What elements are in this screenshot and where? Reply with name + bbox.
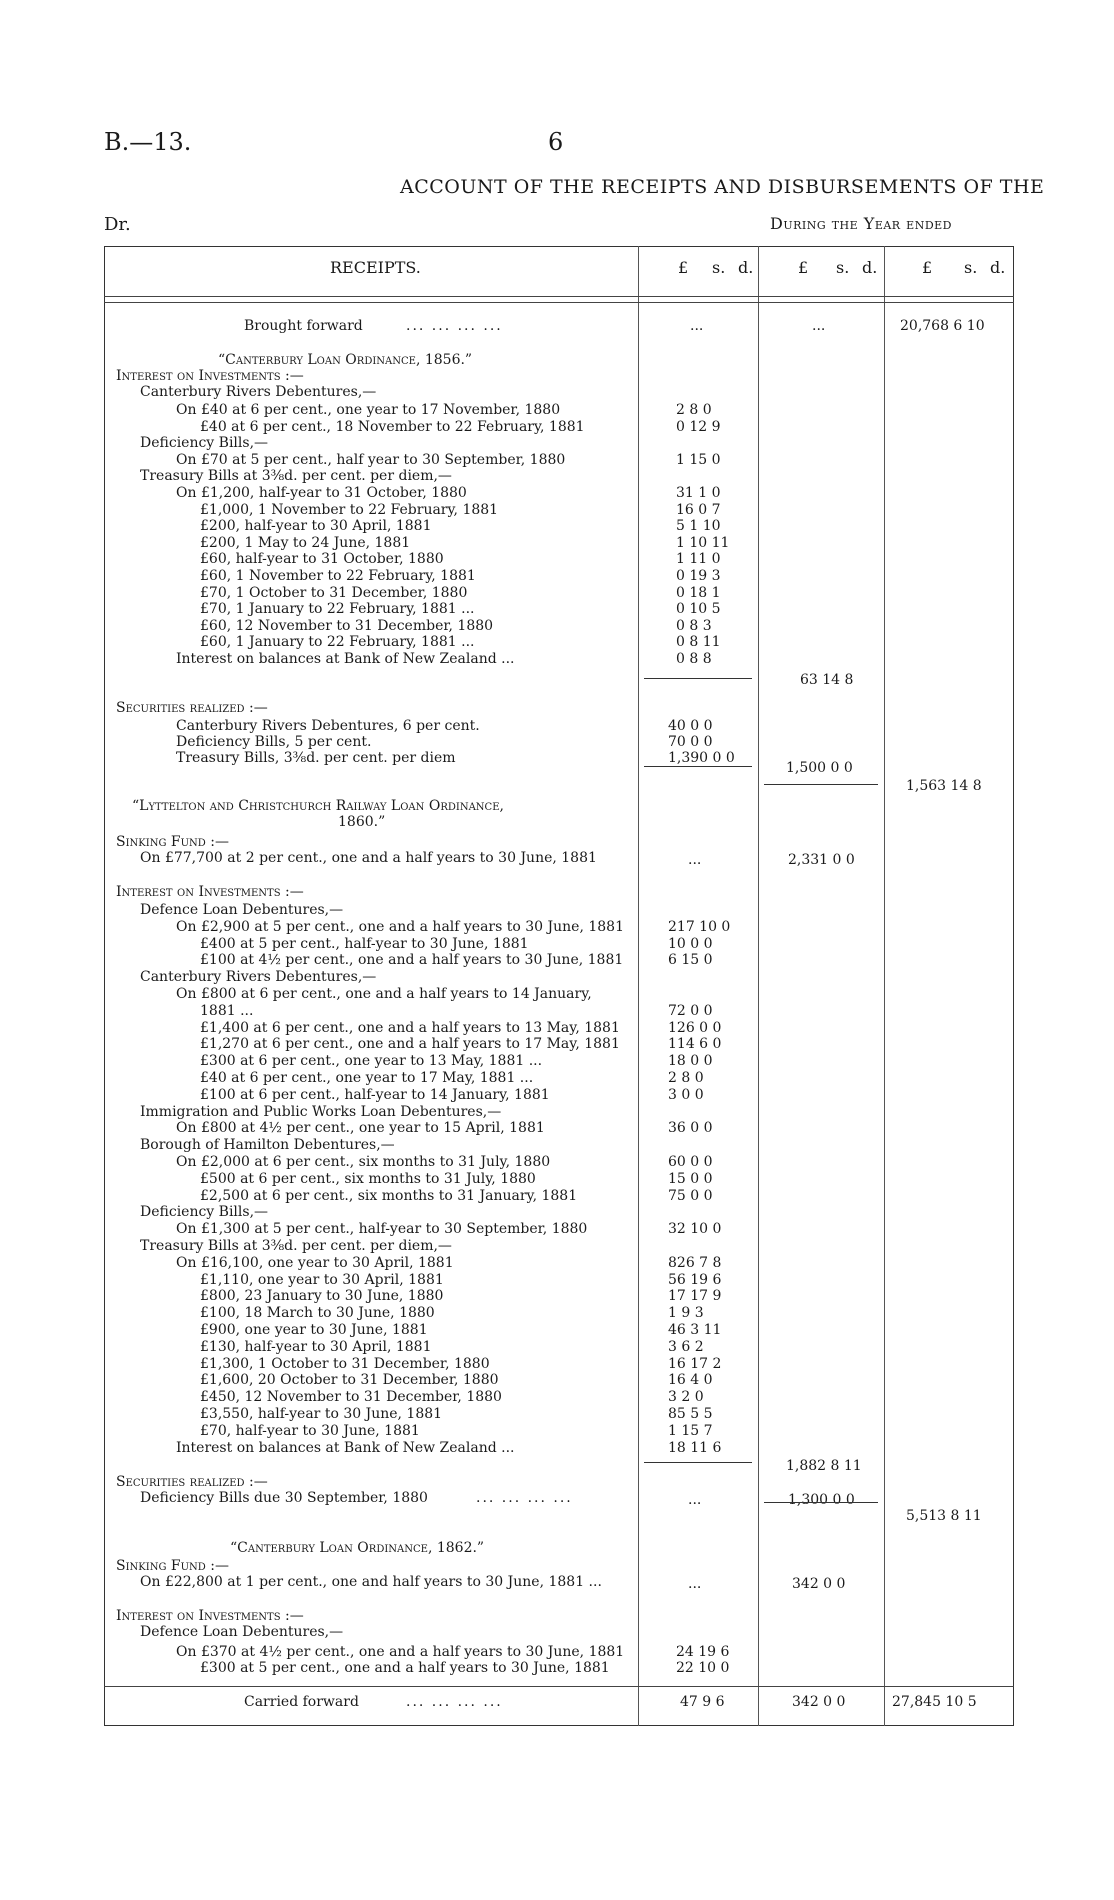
line-item-label: £3,550, half-year to 30 June, 1881 [200,1406,443,1422]
line-item-amount: 0 8 3 [676,617,712,634]
line-item-amount: 3 2 0 [668,1389,704,1406]
line-item-amount: 60 0 0 [668,1154,713,1170]
pence-header: d. [862,258,878,277]
line-item-amount: 31 1 0 [676,485,721,501]
line-item-label: On £2,900 at 5 per cent., one and a half years to 30 June, 1881 [176,918,624,935]
line-item-amount: 826 7 8 [668,1254,722,1271]
line-item-label: £100, 18 March to 30 June, 1880 [200,1305,435,1322]
line-item-label: £2,500 at 6 per cent., six months to 31 January, 1881 [200,1187,578,1204]
line-item-label: £300 at 5 per cent., one and a half years to 30 June, 1881 [200,1660,610,1676]
line-item-label: £70, half-year to 30 June, 1881 [200,1422,420,1439]
section-total: 1,563 14 8 [906,778,982,794]
line-item-label: Defence Loan Debentures,— [140,902,344,918]
line-item-label: £400 at 5 per cent., half-year to 30 June, 1881 [200,935,529,952]
line-item-label: Treasury Bills, 3⅜d. per cent. per diem [176,750,456,766]
interest-heading: Interest on Investments :— [116,884,304,900]
line-item-amount: 114 6 0 [668,1036,722,1053]
line-item-amount: 16 4 0 [668,1372,713,1389]
line-item-amount: 24 19 6 [676,1644,730,1660]
header-rule [104,296,1014,297]
line-item-label: £70, 1 January to 22 February, 1881 ... [200,601,475,618]
carried-forward-total: 27,845 10 5 [892,1694,977,1710]
account-title: ACCOUNT OF THE RECEIPTS AND DISBURSEMENTS OF THE [400,176,1045,198]
line-item-amount: 17 17 9 [668,1288,722,1305]
pound-header: £ [798,258,809,277]
line-item-label: Deficiency Bills, 5 per cent. [176,734,372,750]
line-item-amount: 75 0 0 [668,1187,713,1204]
line-item-amount: 0 8 11 [676,634,721,651]
sinking-amount: 2,331 0 0 [788,852,855,868]
line-item-label: Borough of Hamilton Debentures,— [140,1137,395,1154]
column-divider [638,246,639,1726]
carried-forward-col2: 342 0 0 [792,1694,846,1710]
line-item-label: £100 at 6 per cent., half-year to 14 January, 1881 [200,1086,550,1103]
line-item-label: £1,400 at 6 per cent., one and a half years to 13 May, 1881 [200,1019,620,1036]
subheading: Defence Loan Debentures,— [140,1624,344,1640]
subtotal-rule [644,766,752,767]
line-item-label: On £16,100, one year to 30 April, 1881 [176,1254,454,1271]
line-item-amount: 217 10 0 [668,918,731,935]
line-item-amount: 1,390 0 0 [668,750,735,766]
line-item-label: Deficiency Bills,— [140,1204,269,1221]
shilling-header: s. [964,258,978,277]
securities-row: Deficiency Bills due 30 September, 1880 [140,1490,428,1506]
line-item-amount: 46 3 11 [668,1322,722,1338]
sinking-col1: ... [688,1576,702,1592]
page-number: 6 [548,128,564,156]
line-item-label: On £70 at 5 per cent., half year to 30 September, 1880 [176,451,566,468]
sinking-fund-heading: Sinking Fund :— [116,834,229,850]
document-code: B.—13. [104,128,192,156]
section-total: 5,513 8 11 [906,1508,982,1524]
line-item-label: On £800 at 6 per cent., one and a half years to 14 January, [176,986,592,1002]
line-item-label: £1,300, 1 October to 31 December, 1880 [200,1355,490,1372]
line-item-amount: 0 8 8 [676,651,712,667]
carried-forward-col1: 47 9 6 [680,1694,725,1710]
leader-dots: ... ... ... ... [406,1694,503,1710]
line-item-amount: 1 9 3 [668,1305,704,1322]
header-rule [104,302,1014,303]
line-item-amount: 1 15 0 [676,451,721,468]
line-item-label: £60, half-year to 31 October, 1880 [200,551,444,568]
securities-col1: ... [688,1492,702,1508]
carried-forward-rule [104,1686,1014,1687]
securities-heading: Securities realized :— [116,700,268,716]
brought-forward-col2: ... [812,318,826,334]
securities-amount: 1,300 0 0 [788,1492,855,1508]
brought-forward-total: 20,768 6 10 [900,318,985,334]
line-item-amount: 18 11 6 [668,1439,722,1456]
line-item-amount: 40 0 0 [668,718,713,734]
line-item-label: Interest on balances at Bank of New Zealand ... [176,651,515,667]
pence-header: d. [738,258,754,277]
line-item-amount: 36 0 0 [668,1120,713,1137]
line-item-amount: 1 11 0 [676,551,721,568]
line-item-amount: 18 0 0 [668,1053,713,1070]
line-item-label: £1,270 at 6 per cent., one and a half years to 17 May, 1881 [200,1036,620,1053]
sinking-fund-heading: Sinking Fund :— [116,1558,229,1574]
line-item-label: Immigration and Public Works Loan Debentures,— [140,1103,502,1120]
line-item-label: Treasury Bills at 3⅜d. per cent. per diem,— [140,468,452,485]
line-item-amount: 5 1 10 [676,518,721,535]
column-divider [758,246,759,1726]
line-item-label: £60, 1 November to 22 February, 1881 [200,568,476,584]
line-item-label: Treasury Bills at 3⅜d. per cent. per diem,— [140,1238,452,1254]
line-item-label: Interest on balances at Bank of New Zealand ... [176,1439,515,1456]
line-item-label: £1,110, one year to 30 April, 1881 [200,1271,444,1288]
line-item-label: £70, 1 October to 31 December, 1880 [200,584,468,601]
subtotal-rule [644,1462,752,1463]
interest-heading: Interest on Investments :— [116,368,304,384]
section-title-line2: 1860.” [338,814,386,830]
carried-forward-label: Carried forward [244,1694,359,1710]
line-item-amount: 10 0 0 [668,935,713,952]
line-item-amount: 15 0 0 [668,1170,713,1187]
receipts-column-header: RECEIPTS. [330,258,421,277]
section-title: “Canterbury Loan Ordinance, 1856.” [218,352,473,368]
interest-heading: Interest on Investments :— [116,1608,304,1624]
pound-header: £ [922,258,933,277]
line-item-label: £800, 23 January to 30 June, 1880 [200,1288,444,1305]
interest-subtotal: 1,882 8 11 [786,1458,862,1474]
line-item-label: £900, one year to 30 June, 1881 [200,1322,428,1338]
debit-label: Dr. [104,214,131,235]
sinking-fund-row: On £77,700 at 2 per cent., one and a half years to 30 June, 1881 [140,850,597,866]
subtotal-rule [764,784,878,785]
during-label: During the Year ended [770,214,952,233]
line-item-amount: 2 8 0 [668,1070,704,1086]
line-item-amount: 1 15 7 [668,1422,713,1439]
line-item-amount: 16 0 7 [676,501,721,518]
line-item-label: On £1,200, half-year to 31 October, 1880 [176,485,467,501]
securities-heading: Securities realized :— [116,1474,268,1490]
line-item-amount: 22 10 0 [676,1660,730,1676]
leader-dots: ... ... ... ... [406,318,503,334]
line-item-amount: 0 18 1 [676,584,721,601]
line-item-label: Deficiency Bills,— [140,435,269,452]
sinking-col1: ... [688,852,702,868]
line-item-label: £130, half-year to 30 April, 1881 [200,1338,432,1355]
brought-forward-col1: ... [690,318,704,334]
sinking-fund-row: On £22,800 at 1 per cent., one and half years to 30 June, 1881 ... [140,1574,602,1590]
line-item-label: £40 at 6 per cent., 18 November to 22 February, 1881 [200,418,585,435]
section-title: “Canterbury Loan Ordinance, 1862.” [230,1540,485,1556]
line-item-amount: 72 0 0 [668,1002,713,1019]
line-item-label: £100 at 4½ per cent., one and a half years to 30 June, 1881 [200,952,624,969]
line-item-label: £450, 12 November to 31 December, 1880 [200,1389,502,1406]
line-item-label: £500 at 6 per cent., six months to 31 July, 1880 [200,1170,536,1187]
line-item-amount: 0 10 5 [676,601,721,618]
brought-forward-label: Brought forward [244,318,363,334]
section-title: “Lyttelton and Christchurch Railway Loan Ordinance, [132,798,504,814]
line-item-label: On £370 at 4½ per cent., one and a half years to 30 June, 1881 [176,1644,625,1660]
subtotal-rule [644,678,752,679]
line-item-label: On £800 at 4½ per cent., one year to 15 April, 1881 [176,1120,545,1137]
line-item-amount: 3 0 0 [668,1086,704,1103]
line-item-label: On £1,300 at 5 per cent., half-year to 30 September, 1880 [176,1221,588,1238]
line-item-label: £60, 12 November to 31 December, 1880 [200,617,494,634]
line-item-amount: 1 10 11 [676,534,730,551]
line-item-label: £200, 1 May to 24 June, 1881 [200,534,411,551]
interest-subtotal: 63 14 8 [800,672,854,688]
pence-header: d. [990,258,1006,277]
line-item-amount: 56 19 6 [668,1271,722,1288]
shilling-header: s. [712,258,726,277]
column-divider [884,246,885,1726]
line-item-label: On £2,000 at 6 per cent., six months to 31 July, 1880 [176,1154,551,1170]
line-item-amount: 2 8 0 [676,402,712,418]
line-item-amount: 16 17 2 [668,1355,722,1372]
sinking-amount: 342 0 0 [792,1576,846,1592]
subheading: Canterbury Rivers Debentures,— [140,384,377,400]
pound-header: £ [678,258,689,277]
line-item-label: £1,600, 20 October to 31 December, 1880 [200,1372,499,1389]
line-item-label: 1881 ... [200,1002,254,1019]
line-item-label: £40 at 6 per cent., one year to 17 May, 1881 ... [200,1070,534,1086]
line-item-amount: 70 0 0 [668,734,713,750]
line-item-amount: 32 10 0 [668,1221,722,1238]
line-item-label: £300 at 6 per cent., one year to 13 May, 1881 ... [200,1053,543,1070]
line-item-amount: 6 15 0 [668,952,713,969]
line-item-label: £1,000, 1 November to 22 February, 1881 [200,501,499,518]
shilling-header: s. [836,258,850,277]
line-item-amount: 126 0 0 [668,1019,722,1036]
line-item-label: Canterbury Rivers Debentures, 6 per cent. [176,718,480,734]
subtotal-rule [764,1502,878,1503]
line-item-amount: 0 19 3 [676,568,721,584]
securities-subtotal: 1,500 0 0 [786,760,853,776]
line-item-amount: 85 5 5 [668,1406,713,1422]
line-item-amount: 3 6 2 [668,1338,704,1355]
line-item-label: Canterbury Rivers Debentures,— [140,969,377,986]
line-item-label: On £40 at 6 per cent., one year to 17 November, 1880 [176,402,561,418]
line-item-label: £60, 1 January to 22 February, 1881 ... [200,634,475,651]
leader-dots: ... ... ... ... [476,1490,573,1506]
line-item-amount: 0 12 9 [676,418,721,435]
line-item-label: £200, half-year to 30 April, 1881 [200,518,432,535]
